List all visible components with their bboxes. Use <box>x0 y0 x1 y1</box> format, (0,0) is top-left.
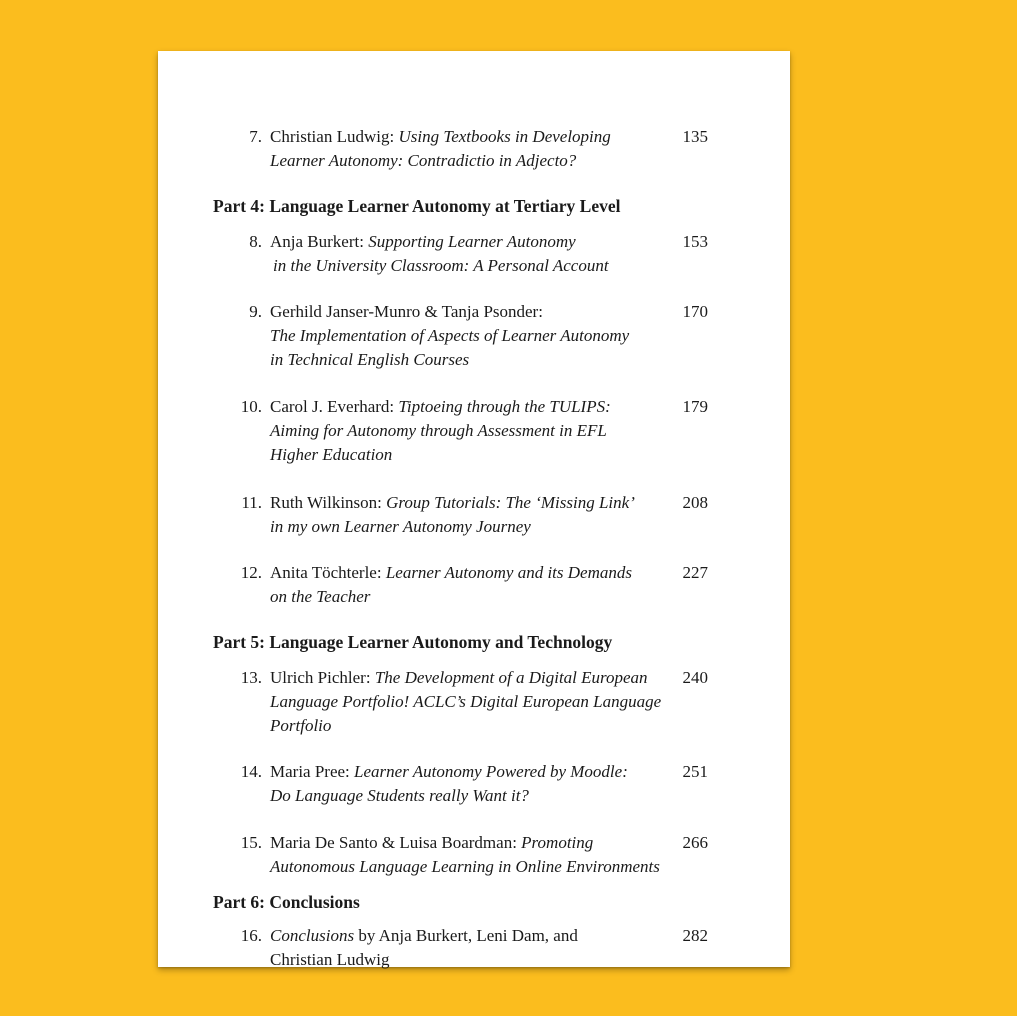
part-heading-6: Part 6: Conclusions <box>213 892 360 912</box>
entry-line-1 <box>270 831 670 855</box>
entry-line-2: in my own Learner Autonomy Journey <box>270 517 531 536</box>
entry-number: 15. <box>240 833 262 852</box>
entry-line-2: Language Portfolio! ACLC’s Digital European Language <box>270 692 662 711</box>
entry-number: 9. <box>249 302 262 321</box>
entry-authors: by Anja Burkert, Leni Dam, and <box>354 926 578 945</box>
entry-line-1 <box>270 395 670 419</box>
entry-line-2: Aiming for Autonomy through Assessment in EFL <box>270 421 607 440</box>
entry-line-2: Autonomous Language Learning in Online Environments <box>270 857 660 876</box>
part-heading-4: Part 4: Language Learner Autonomy at Tertiary Level <box>213 196 621 216</box>
entry-author: Christian Ludwig: <box>270 127 399 146</box>
entry-author: Carol J. Everhard: <box>270 397 399 416</box>
entry-line-2: Christian Ludwig <box>270 950 390 969</box>
entry-line-3: in Technical English Courses <box>270 350 470 369</box>
entry-line-1 <box>270 491 670 515</box>
entry-author: Anja Burkert: <box>270 232 369 251</box>
entry-title: Conclusions <box>270 926 355 945</box>
entry-number: 8. <box>249 232 262 251</box>
entry-text <box>270 760 670 808</box>
entry-page-number: 251 <box>682 762 708 781</box>
entry-page-number: 208 <box>682 493 708 512</box>
part-heading-5: Part 5: Language Learner Autonomy and Technology <box>213 632 613 652</box>
entry-title: Tiptoeing through the TULIPS: <box>398 397 611 416</box>
entry-page-number: 170 <box>682 302 708 321</box>
entry-title: Group Tutorials: The ‘Missing Link’ <box>386 493 635 512</box>
entry-title: Supporting Learner Autonomy <box>368 232 576 251</box>
entry-line-1 <box>270 760 670 784</box>
entry-page-number: 266 <box>682 833 708 852</box>
entry-title: Promoting <box>521 833 594 852</box>
entry-line-3: Portfolio <box>270 716 332 735</box>
entry-title: Using Textbooks in Developing <box>398 127 611 146</box>
entry-number: 11. <box>241 493 262 512</box>
entry-author: Anita Töchterle: <box>270 563 386 582</box>
entry-author: Maria De Santo & Luisa Boardman: <box>270 833 522 852</box>
entry-number: 16. <box>240 926 262 945</box>
entry-text <box>270 125 670 173</box>
entry-author: Ulrich Pichler: <box>270 668 375 687</box>
entry-page-number: 135 <box>682 127 708 146</box>
entry-text <box>270 395 670 467</box>
entry-author: Maria Pree: <box>270 762 355 781</box>
entry-line-2: Learner Autonomy: Contradictio in Adjecto? <box>270 151 577 170</box>
entry-line-1 <box>270 125 670 149</box>
entry-page-number: 153 <box>682 232 708 251</box>
entry-title: The Development of a Digital European <box>374 668 648 687</box>
table-of-contents <box>158 51 790 967</box>
entry-text <box>270 230 670 278</box>
entry-page-number: 282 <box>682 926 708 945</box>
entry-line-2: The Implementation of Aspects of Learner Autonomy <box>270 326 630 345</box>
entry-number: 13. <box>240 668 262 687</box>
entry-line-2: in the University Classroom: A Personal Account <box>273 256 609 275</box>
entry-line-1 <box>270 230 670 254</box>
entry-page-number: 227 <box>682 563 708 582</box>
entry-line-2: Do Language Students really Want it? <box>270 786 529 805</box>
entry-line-1 <box>270 561 670 585</box>
entry-line-3: Higher Education <box>270 445 393 464</box>
entry-text <box>270 831 670 879</box>
entry-page-number: 240 <box>682 668 708 687</box>
document-page <box>158 51 790 967</box>
entry-text <box>270 300 670 372</box>
entry-line-2: on the Teacher <box>270 587 371 606</box>
entry-text <box>270 666 670 738</box>
entry-number: 7. <box>249 127 262 146</box>
entry-title: Learner Autonomy Powered by Moodle: <box>354 762 628 781</box>
entry-number: 14. <box>240 762 262 781</box>
entry-text <box>270 924 670 972</box>
entry-text <box>270 561 670 609</box>
entry-title: Learner Autonomy and its Demands <box>385 563 632 582</box>
entry-number: 10. <box>240 397 262 416</box>
entry-text <box>270 491 670 539</box>
entry-author: Ruth Wilkinson: <box>270 493 387 512</box>
entry-line-1 <box>270 666 670 690</box>
entry-line-1 <box>270 924 670 948</box>
entry-page-number: 179 <box>682 397 708 416</box>
entry-number: 12. <box>240 563 262 582</box>
entry-line-1: Gerhild Janser-Munro & Tanja Psonder: <box>270 302 543 321</box>
